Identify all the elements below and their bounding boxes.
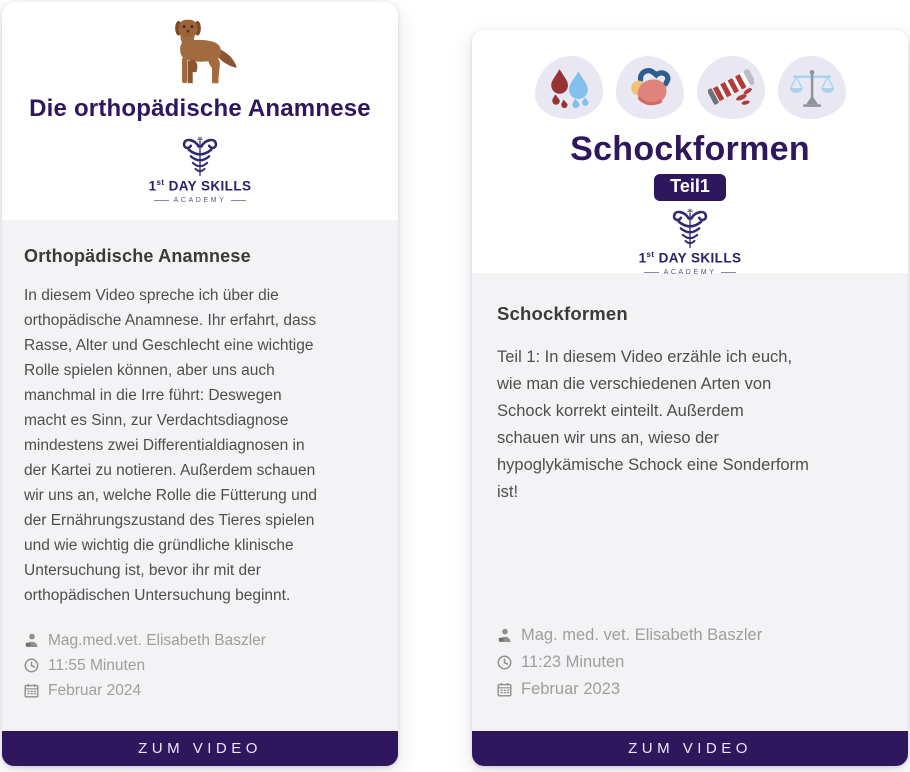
card-description: In diesem Video spreche ich über die orthopädische Anamnese. Ihr erfahrt, dass Rasse, Alter und Geschlecht eine wichtige Rolle spielen können, aber uns auch manchmal in die Irre führt: Deswegen macht es Sinn, zur Verdachtsdiagnose mindestens zwei Differentialdiagnosen in der Kartei zu notieren. Außerdem schauen wir uns an, welche Rolle die Fütterung und der Ernährungszustand des Tieres spielen und wie wichtig die gründliche klinische Untersuchung ist, bevor ihr mit der orthopädischen Untersuchung beginnt. xyxy=(24,287,317,604)
calendar-icon xyxy=(24,683,39,698)
card-meta xyxy=(24,628,266,731)
card-title: Die orthopädische Anamnese xyxy=(29,95,371,122)
course-card-schockformen xyxy=(472,30,908,766)
balance-scale-icon xyxy=(778,56,846,119)
card-body xyxy=(472,273,908,731)
meta-date: Februar 2024 xyxy=(24,678,266,703)
meta-duration: 11:55 Minuten xyxy=(24,653,266,678)
card-body xyxy=(2,220,398,731)
card-header xyxy=(2,2,398,220)
card-meta xyxy=(497,622,762,731)
card-description: Teil 1: In diesem Video erzähle ich euch, wie man die verschiedenen Arten von Schock korrekt einteilt. Außerdem schauen wir uns an, wieso der hypoglykämische Schock eine Sonderform ist! xyxy=(497,348,809,501)
academy-rule-left xyxy=(154,200,169,201)
academy-rule-right xyxy=(231,200,246,201)
shock-type-icons xyxy=(535,56,846,119)
dog-illustration xyxy=(157,18,243,90)
clock-icon xyxy=(497,655,512,670)
meta-date: Februar 2023 xyxy=(497,676,762,703)
person-icon xyxy=(497,628,512,643)
zum-video-button[interactable]: ZUM VIDEO xyxy=(472,731,908,766)
blood-vessel-icon xyxy=(697,56,765,119)
academy-text: ACADEMY xyxy=(173,196,227,204)
person-icon xyxy=(24,633,39,648)
calendar-icon xyxy=(497,682,512,697)
logo-wordmark: 1st DAY SKILLS xyxy=(148,177,252,194)
caduceus-icon xyxy=(178,136,222,178)
card-title: Schockformen xyxy=(570,130,810,168)
zum-video-button[interactable]: ZUM VIDEO xyxy=(2,731,398,766)
meta-author: Mag. med. vet. Elisabeth Baszler xyxy=(497,622,762,649)
part-badge: Teil1 xyxy=(654,174,726,201)
day-skills-logo xyxy=(149,136,252,204)
day-skills-logo xyxy=(639,208,742,276)
meta-author: Mag.med.vet. Elisabeth Baszler xyxy=(24,628,266,653)
caduceus-icon xyxy=(668,208,712,250)
course-card-orthopaedische-anamnese xyxy=(2,2,398,766)
academy-text: ACADEMY xyxy=(663,269,717,277)
clock-icon xyxy=(24,658,39,673)
logo-academy-label xyxy=(154,197,247,204)
meta-duration: 11:23 Minuten xyxy=(497,649,762,676)
card-heading: Schockformen xyxy=(497,303,628,324)
heart-icon xyxy=(616,56,684,119)
logo-wordmark: 1st DAY SKILLS xyxy=(638,249,742,266)
card-header xyxy=(472,30,908,277)
card-heading: Orthopädische Anamnese xyxy=(24,246,251,266)
blood-drops-icon xyxy=(535,56,603,119)
